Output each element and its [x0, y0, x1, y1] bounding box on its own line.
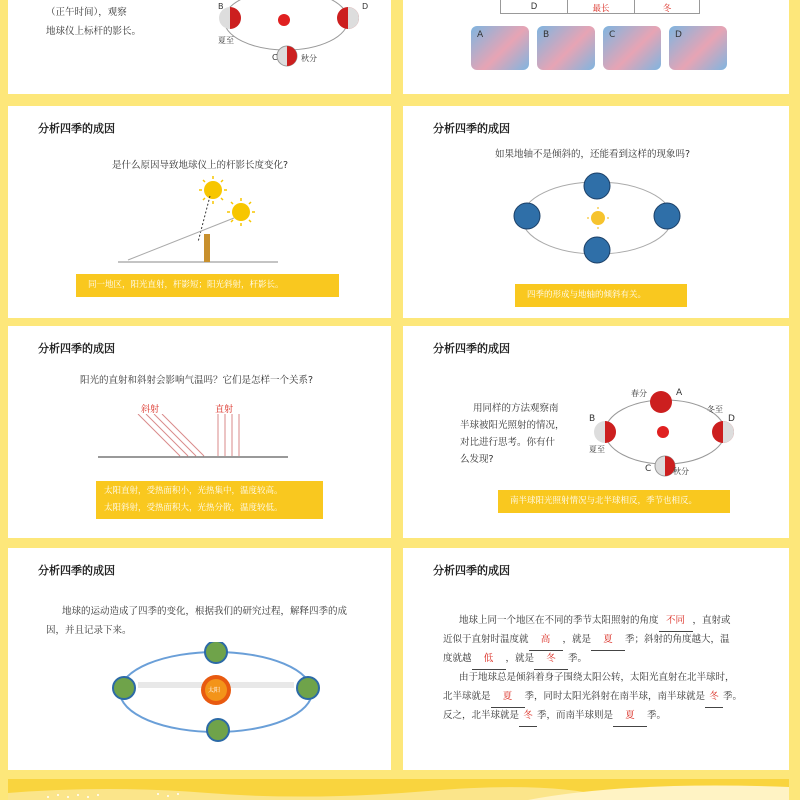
slide6-text-line-2: 半球被阳光照射的情况，	[460, 420, 565, 431]
slide5-rays-diagram	[98, 414, 298, 459]
answer-blank: 夏	[491, 687, 525, 708]
slide8-line-5: 北半球就是 夏 季，同时太阳光斜射在南半球，南半球就是 冬 季。	[443, 687, 742, 708]
slide6-text-line-4: 么发现?	[460, 454, 494, 465]
slide6-label-c: C	[645, 464, 652, 474]
slide2-photo-label-d: D	[675, 30, 682, 40]
slide1-text-line-1: （正午时间），观察	[46, 7, 127, 18]
slide6-label-summer: 夏至	[589, 445, 605, 454]
answer-blank: 夏	[591, 630, 625, 651]
slide7-text-line-2: 因，并且记录下来。	[46, 625, 132, 636]
slide-6	[403, 326, 789, 538]
answer-blank: 冬	[705, 687, 723, 708]
slide-4	[403, 106, 789, 318]
slide3-title: 分析四季的成因	[38, 122, 115, 135]
slide4-question: 如果地轴不是倾斜的，还能看到这样的现象吗?	[495, 149, 691, 160]
slide-8	[403, 548, 789, 770]
slide5-answer-banner	[96, 481, 323, 519]
slide4-title: 分析四季的成因	[433, 122, 510, 135]
slide8-line-3: 度就越 低 ，就是 冬 季。	[443, 649, 587, 670]
sun-icon	[199, 176, 227, 204]
slide-2	[403, 0, 789, 94]
slide2-cell-winter: 冬	[662, 4, 672, 14]
slide6-label-a: A	[676, 388, 683, 398]
slide1-label-d: D	[362, 2, 369, 11]
slide8-title: 分析四季的成因	[433, 564, 510, 577]
slide2-photo-label-a: A	[477, 30, 484, 40]
slide2-photo-label-b: B	[543, 30, 550, 40]
slide6-answer-banner: 南半球阳光照射情况与北半球相反，季节也相反。	[498, 490, 730, 513]
slide5-question: 阳光的直射和斜射会影响气温吗？它们是怎样一个关系?	[80, 375, 314, 386]
answer-blank: 夏	[613, 706, 647, 727]
slide1-label-summer: 夏至	[218, 36, 234, 45]
slide5-title: 分析四季的成因	[38, 342, 115, 355]
slide4-orbit-diagram	[503, 166, 683, 276]
answer-blank: 不同	[659, 611, 693, 632]
slide4-answer-banner: 四季的形成与地轴的倾斜有关。	[515, 284, 687, 307]
slide1-label-autumn: 秋分	[301, 54, 317, 63]
slide6-orbit-diagram	[589, 386, 744, 481]
slide8-line-1: 地球上同一个地区在不同的季节太阳照射的角度 不同 ，直射或	[459, 611, 731, 632]
slide7-title: 分析四季的成因	[38, 564, 115, 577]
decorative-wave	[8, 779, 789, 800]
slide3-answer-banner: 同一地区，阳光直射，杆影短；阳光斜射，杆影长。	[76, 274, 339, 297]
sun-icon	[227, 198, 255, 226]
slide2-cell-longest: 最长	[592, 4, 610, 14]
slide6-label-winter: 冬至	[707, 405, 723, 414]
answer-blank: 冬	[519, 706, 537, 727]
slide5-label-oblique: 斜射	[141, 405, 160, 415]
slide-1	[8, 0, 391, 94]
slide6-title: 分析四季的成因	[433, 342, 510, 355]
slide3-shadow-diagram	[118, 174, 278, 264]
slide1-orbit-diagram	[208, 0, 368, 94]
slide7-text-line-1: 地球的运动造成了四季的变化，根据我们的研究过程，解释四季的成	[62, 606, 348, 617]
slide5-answer-line-2: 太阳斜射，受热面积大，光热分散，温度较低。	[104, 503, 283, 513]
slide-5	[8, 326, 391, 538]
slide6-label-b: B	[589, 414, 596, 424]
slide2-cell-d: D	[530, 2, 538, 12]
answer-blank: 高	[529, 630, 563, 651]
slide1-text-line-2: 地球仪上标杆的影长。	[46, 26, 142, 37]
slide-3	[8, 106, 391, 318]
slide5-label-direct: 直射	[215, 405, 234, 415]
answer-blank: 低	[472, 649, 506, 670]
slide7-sun-label: 太阳	[208, 687, 221, 694]
slide-7	[8, 548, 391, 770]
slide5-answer-line-1: 太阳直射，受热面积小，光热集中，温度较高。	[104, 486, 283, 496]
slide2-table	[500, 0, 700, 14]
slide8-line-6: 反之，北半球就是 冬 季，而南半球则是 夏 季。	[443, 706, 666, 727]
slide6-label-spring: 春分	[631, 389, 647, 398]
slide2-photo-label-c: C	[609, 30, 616, 40]
slide3-question: 是什么原因导致地球仪上的杆影长度变化?	[112, 160, 289, 171]
slide6-label-autumn: 秋分	[673, 467, 689, 476]
slide8-line-4: 由于地球总是倾斜着身子围绕太阳公转，太阳光直射在北半球时，	[459, 672, 735, 683]
slide6-text-line-3: 对比进行思考。你有什	[460, 437, 556, 448]
slide8-line-2: 近似于直射时温度就 高 ，就是 夏 季；斜射的角度越大，温	[443, 630, 730, 651]
slide6-label-d: D	[728, 414, 735, 424]
answer-blank: 冬	[534, 649, 568, 670]
slide1-label-c: C	[272, 53, 278, 62]
slide-9-partial	[8, 779, 789, 800]
slide1-label-b: B	[218, 2, 224, 11]
slide6-text-line-1: 用同样的方法观察南	[473, 403, 559, 414]
